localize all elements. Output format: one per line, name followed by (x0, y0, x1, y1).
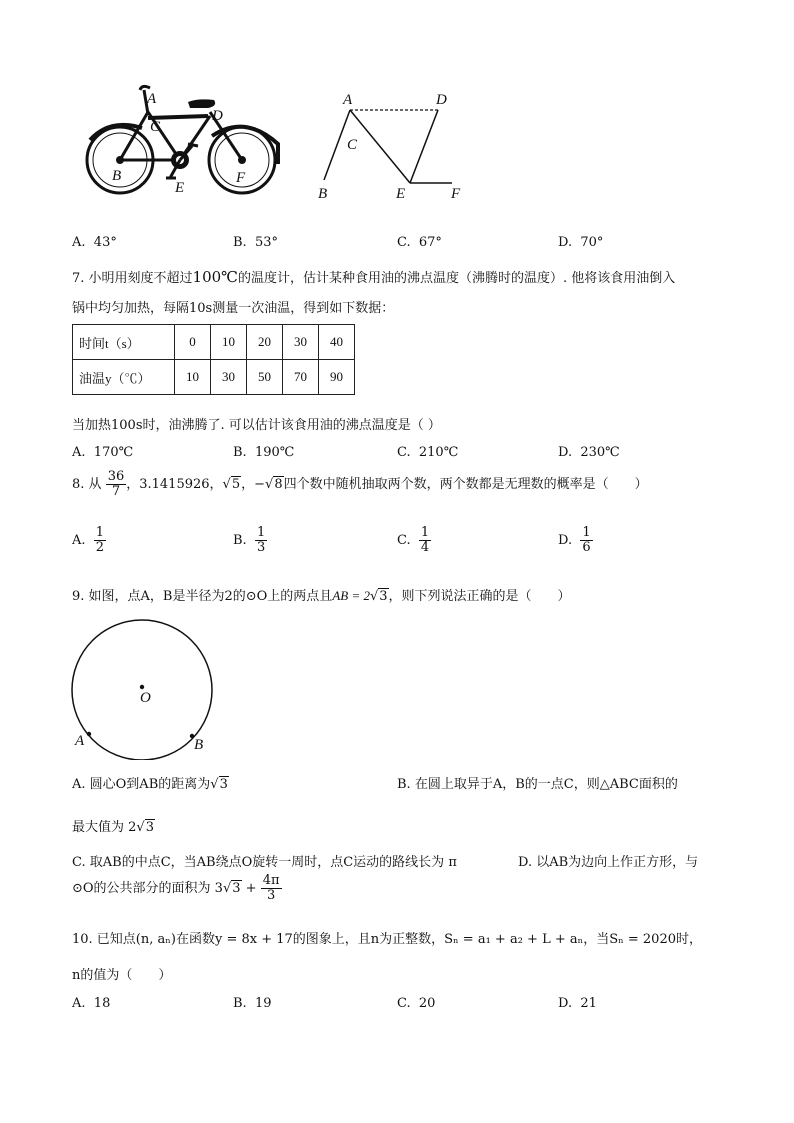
geometry-label-a: A (343, 92, 353, 108)
table-cell: 10 (211, 325, 247, 360)
table-cell: 50 (247, 360, 283, 395)
q7-data-table (72, 324, 355, 395)
table-cell: 20 (247, 325, 283, 360)
q10-option-c[interactable]: C. 20 (397, 996, 436, 1011)
sqrt-symbol: √ (369, 589, 379, 604)
q8-fraction-36-7: $\frac{36}{7}$ (107, 469, 125, 499)
q9-option-d-line-1[interactable]: D. 以AB为边向上作正方形，与 (518, 855, 699, 870)
q9-stem: 9. 如图，点A，B是半径为2的⊙O上的两点且AB = 2√3，则下列说法正确的是（ ） (72, 588, 571, 604)
q10-line-1: 10. 已知点(n, aₙ)在函数y = 8x + 17的图象上，且n为正整数，Sₙ = a₁ + a₂ + L + aₙ，当Sₙ = 2020时， (72, 932, 702, 947)
circle-label-b: B (194, 737, 204, 753)
table-cell: 70 (283, 360, 319, 395)
circle-label-o: O (140, 690, 151, 706)
geometry-label-f: F (451, 186, 461, 202)
q9-option-a[interactable]: A. 圆心O到AB的距离为√3 (72, 777, 228, 792)
q6-option-c[interactable]: C. 67° (397, 235, 442, 250)
q8-option-c[interactable]: C. $\frac{1}{4}$ (397, 525, 430, 555)
table-cell: 0 (175, 325, 211, 360)
table-cell: 10 (175, 360, 211, 395)
bicycle-label-a: A (147, 91, 157, 107)
q9-option-c[interactable]: C. 取AB的中点C，当AB绕点O旋转一周时，点C运动的路线长为 π (72, 855, 457, 870)
bicycle-label-f: F (236, 170, 246, 186)
q9-option-b-line-1[interactable]: B. 在圆上取异于A，B的一点C，则△ABC面积的 (397, 777, 678, 792)
q10-option-b[interactable]: B. 19 (233, 996, 272, 1011)
table-row (73, 325, 355, 360)
table-cell: 40 (319, 325, 355, 360)
geometry-label-b: B (318, 186, 328, 202)
q7-option-d[interactable]: D. 230℃ (558, 445, 620, 460)
bicycle-label-c: C (150, 119, 161, 135)
q7-option-b[interactable]: B. 190℃ (233, 445, 295, 460)
bicycle-label-e: E (175, 180, 185, 196)
q7-line-2: 锅中均匀加热，每隔10s测量一次油温，得到如下数据： (72, 301, 395, 316)
q7-option-c[interactable]: C. 210℃ (397, 445, 459, 460)
q10-option-a[interactable]: A. 18 (72, 996, 111, 1011)
sqrt-symbol: √ (210, 777, 219, 792)
q7-line-1: 7. 小明用刻度不超过100℃的温度计，估计某种食用油的沸点温度（沸腾时的温度）. 他将该食用油倒入 (72, 268, 676, 286)
q6-option-b[interactable]: B. 53° (233, 235, 278, 250)
table-row-header: 油温y（℃） (73, 360, 175, 395)
sqrt-symbol: √ (222, 881, 232, 896)
geometry-label-c: C (347, 137, 358, 153)
table-row-header: 时间t（s） (73, 325, 175, 360)
q9-fraction-4pi-3: $\frac{4\pi}{3}$ (262, 873, 280, 903)
q9-option-b-line-2: 最大值为 2√3 (72, 820, 154, 835)
q6-option-a[interactable]: A. 43° (72, 235, 117, 250)
table-cell: 90 (319, 360, 355, 395)
q8-option-a[interactable]: A. $\frac{1}{2}$ (72, 525, 105, 555)
q7-option-a[interactable]: A. 170℃ (72, 445, 134, 460)
q9-option-d-line-2: ⊙O的公共部分的面积为 3√3 + $\frac{4\pi}{3}$ (72, 873, 280, 903)
q7-line-3: 当加热100s时，油沸腾了. 可以估计该食用油的沸点温度是（ ） (72, 418, 441, 433)
table-cell: 30 (283, 325, 319, 360)
table-cell: 30 (211, 360, 247, 395)
sqrt-symbol: √ (265, 477, 274, 492)
q10-option-d[interactable]: D. 21 (558, 996, 597, 1011)
bicycle-label-b: B (112, 168, 122, 184)
q7-temperature-limit: 100℃ (192, 268, 238, 286)
sqrt-symbol: √ (136, 820, 145, 835)
q8-option-b[interactable]: B. $\frac{1}{3}$ (233, 525, 266, 555)
q6-option-d[interactable]: D. 70° (558, 235, 604, 250)
table-row (73, 360, 355, 395)
q10-line-2: n的值为（ ） (72, 968, 172, 983)
geometry-label-d: D (436, 92, 447, 108)
q8-option-d[interactable]: D. $\frac{1}{6}$ (558, 525, 591, 555)
geometry-label-e: E (396, 186, 406, 202)
sqrt-symbol: √ (222, 477, 231, 492)
circle-label-a: A (75, 733, 85, 749)
q8-stem: 8. 从 $\frac{36}{7}$ ，3.1415926，√5，−√8四个数中随机抽取两个数，两个数都是无理数的概率是（ ） (72, 469, 648, 499)
bicycle-label-d: D (212, 108, 223, 124)
